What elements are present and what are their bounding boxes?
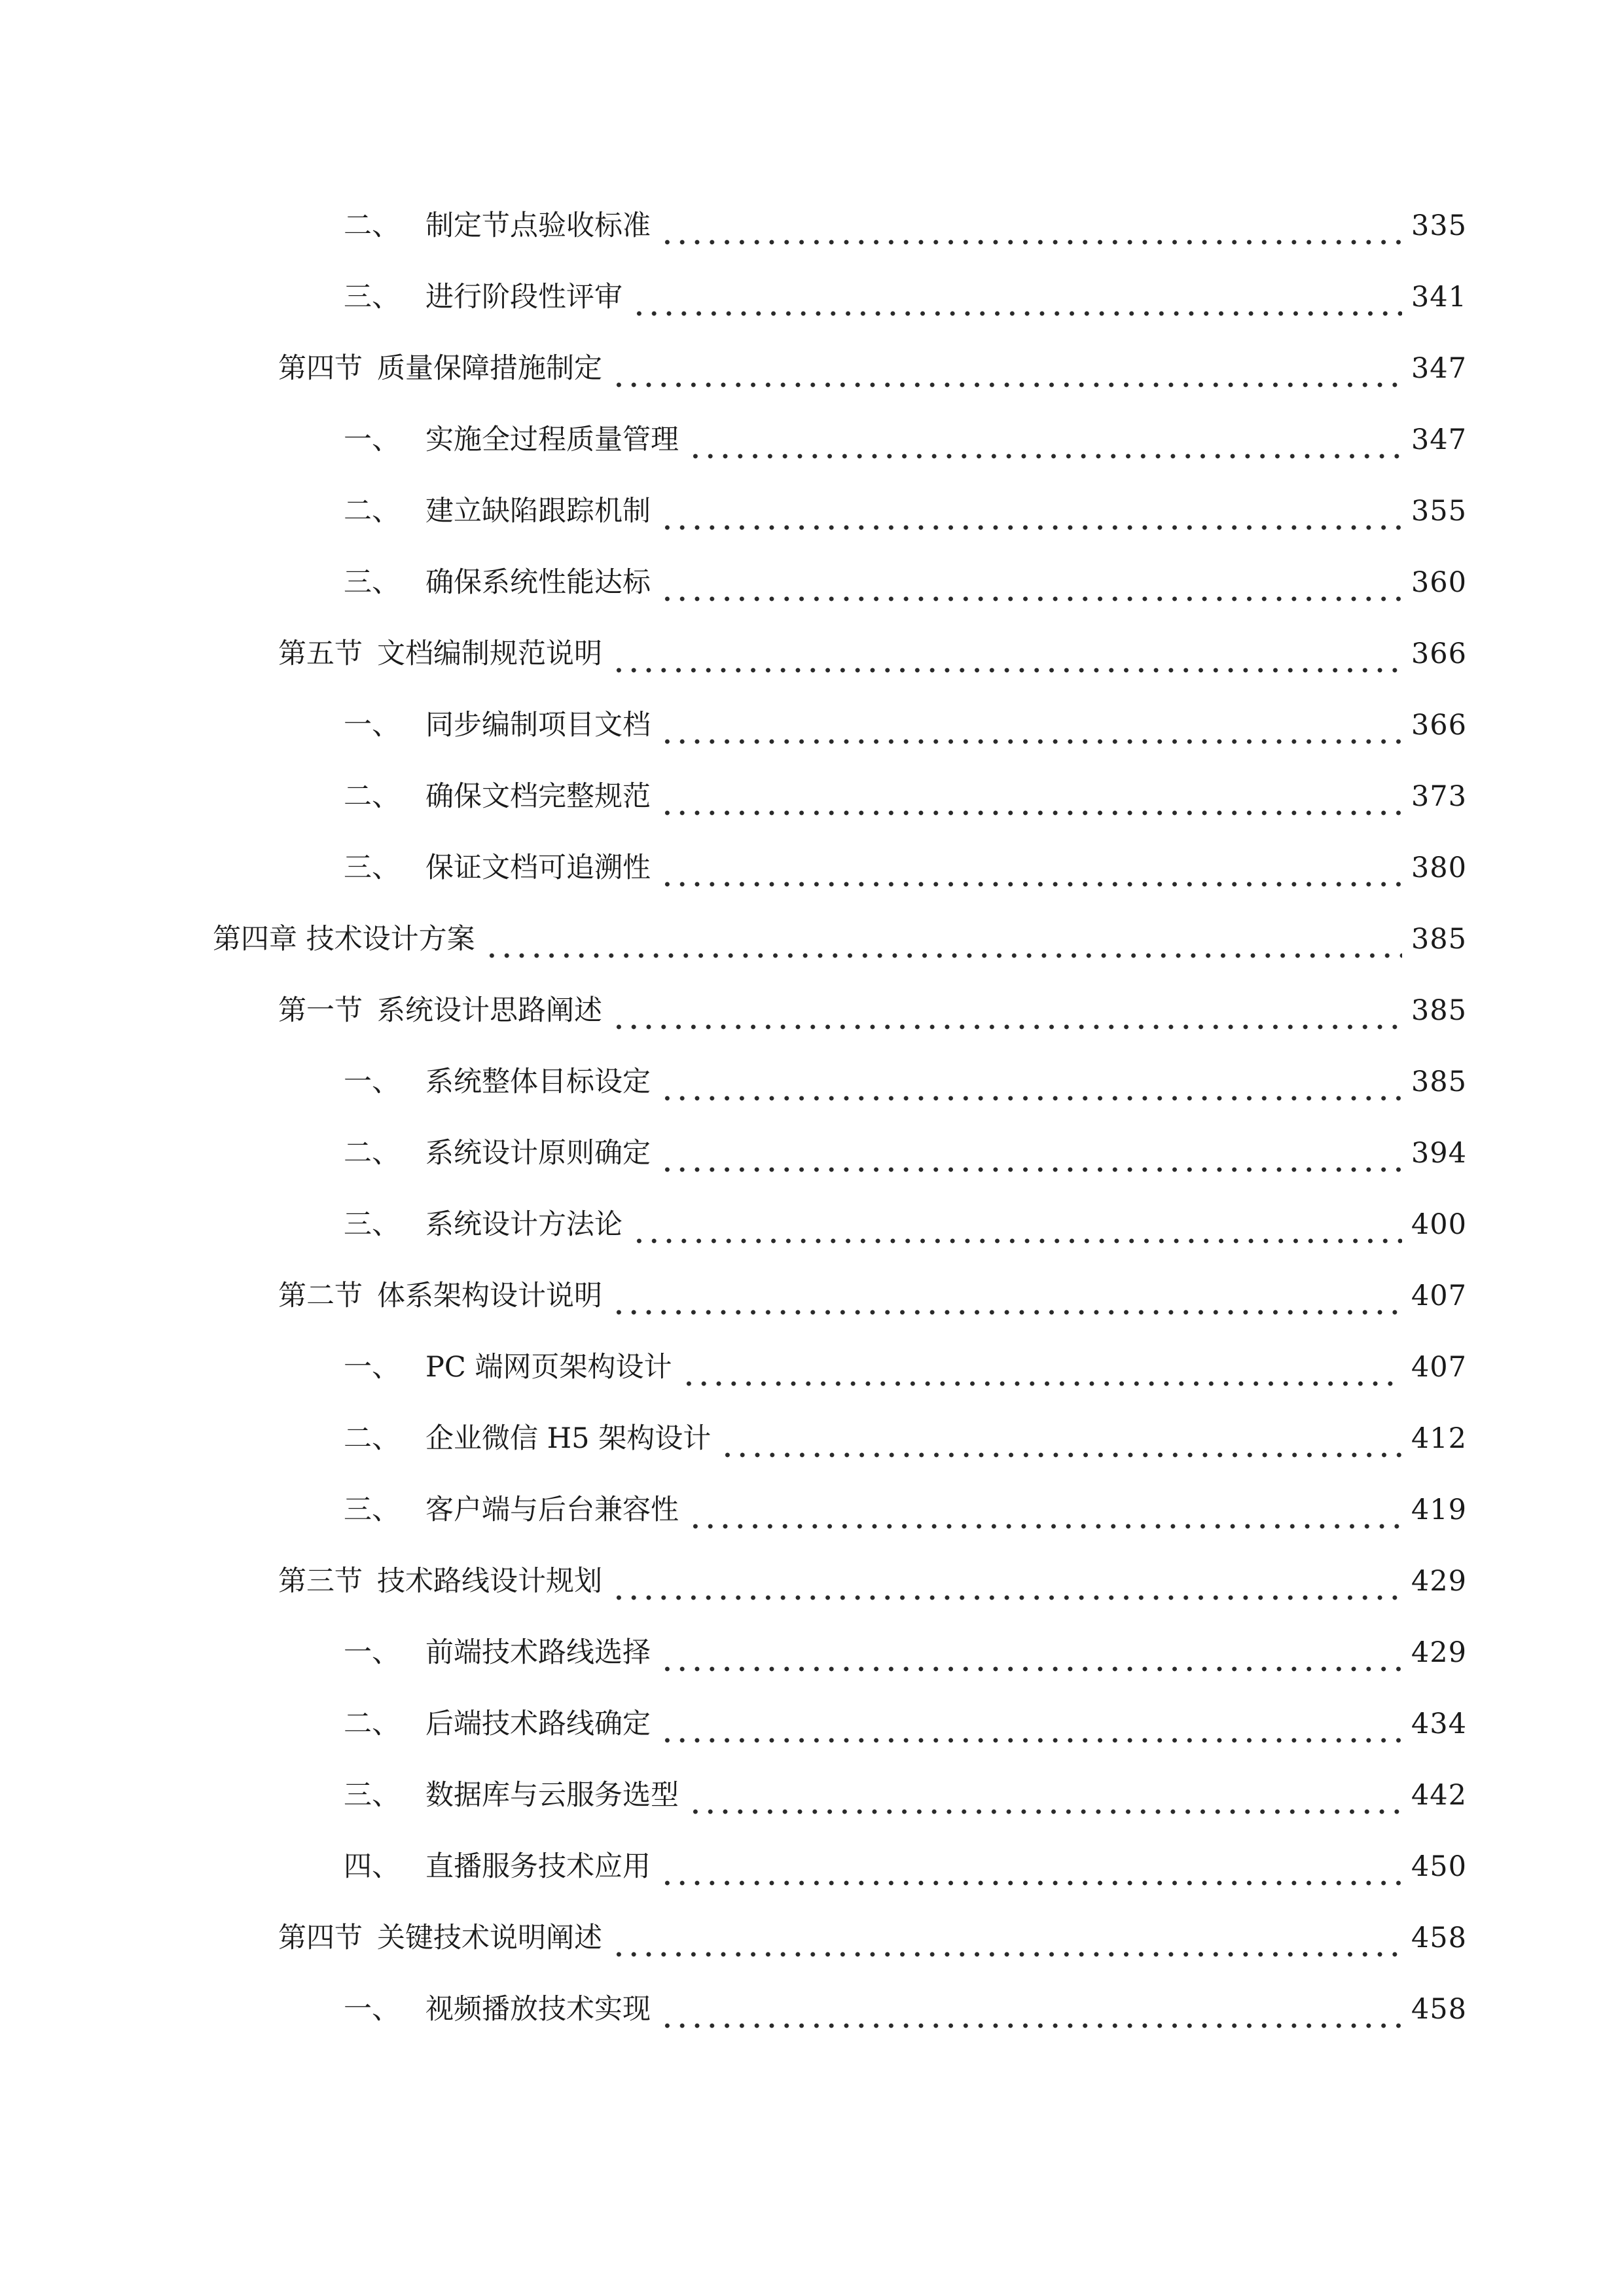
dot-leader xyxy=(660,716,1402,745)
toc-entry[interactable] xyxy=(344,764,1467,816)
toc-entry-number: 二、 xyxy=(344,1137,400,1170)
toc-entry-title: 直播服务技术应用 xyxy=(425,1850,651,1883)
toc-entry-page-number: 373 xyxy=(1411,780,1467,813)
toc-entry-number: 三、 xyxy=(344,281,400,314)
toc-entry-title: 同步编制项目文档 xyxy=(425,709,651,742)
toc-entry-page-number: 419 xyxy=(1411,1494,1467,1526)
toc-entry[interactable] xyxy=(344,264,1467,317)
toc-entry[interactable] xyxy=(344,1121,1467,1173)
toc-entry[interactable] xyxy=(344,1192,1467,1244)
toc-entry-title: PC 端网页架构设计 xyxy=(425,1351,672,1384)
toc-entry-page-number: 385 xyxy=(1411,994,1467,1027)
toc-entry-page-number: 434 xyxy=(1411,1708,1467,1740)
toc-entry-title: 进行阶段性评审 xyxy=(425,281,623,314)
toc-entry-page-number: 442 xyxy=(1411,1779,1467,1812)
toc-entry-title: 技术路线设计规划 xyxy=(377,1565,602,1598)
toc-entry-number: 三、 xyxy=(344,1208,400,1241)
toc-entry[interactable] xyxy=(344,1763,1467,1815)
toc-entry-number: 二、 xyxy=(344,1422,400,1455)
toc-entry-number: 一、 xyxy=(344,423,400,456)
dot-leader xyxy=(611,1001,1402,1030)
toc-entry[interactable] xyxy=(344,478,1467,531)
toc-entry-page-number: 355 xyxy=(1411,495,1467,528)
toc-entry[interactable] xyxy=(344,1406,1467,1458)
toc-entry-page-number: 429 xyxy=(1411,1565,1467,1598)
toc-entry-title: 建立缺陷跟踪机制 xyxy=(425,495,651,528)
dot-leader xyxy=(660,573,1402,602)
dot-leader xyxy=(632,1215,1402,1244)
toc-entry-number: 三、 xyxy=(344,566,400,599)
toc-entry[interactable] xyxy=(278,978,1467,1030)
toc-entry-number: 第四节 xyxy=(278,352,363,385)
toc-entry[interactable] xyxy=(344,835,1467,888)
toc-entry-title: 企业微信 H5 架构设计 xyxy=(425,1422,712,1455)
toc-entry[interactable] xyxy=(344,407,1467,459)
toc-entry[interactable] xyxy=(344,193,1467,245)
toc-entry-title: 系统设计原则确定 xyxy=(425,1137,651,1170)
toc-entry-title: 确保系统性能达标 xyxy=(425,566,651,599)
toc-entry-number: 二、 xyxy=(344,495,400,528)
dot-leader xyxy=(632,288,1402,317)
toc-entry-page-number: 394 xyxy=(1411,1137,1467,1170)
toc-entry[interactable] xyxy=(344,1335,1467,1387)
toc-entry-title: 视频播放技术实现 xyxy=(425,1993,651,2026)
toc-entry-number: 第四节 xyxy=(278,1922,363,1954)
toc-entry-title: 第四章 技术设计方案 xyxy=(213,923,475,956)
toc-entry[interactable] xyxy=(344,550,1467,602)
toc-entry-number: 二、 xyxy=(344,209,400,242)
dot-leader xyxy=(660,1643,1402,1672)
toc-entry-page-number: 407 xyxy=(1411,1280,1467,1312)
toc-entry-number: 第二节 xyxy=(278,1280,363,1312)
toc-entry-title: 确保文档完整规范 xyxy=(425,780,651,813)
toc-entry[interactable] xyxy=(278,336,1467,388)
toc-entry-page-number: 429 xyxy=(1411,1636,1467,1669)
toc-entry-page-number: 335 xyxy=(1411,209,1467,242)
toc-entry-number: 一、 xyxy=(344,1351,400,1384)
toc-entry-page-number: 366 xyxy=(1411,709,1467,742)
toc-entry-title: 保证文档可追溯性 xyxy=(425,852,651,884)
toc-entry[interactable] xyxy=(278,1905,1467,1958)
toc-entry-number: 第五节 xyxy=(278,637,363,670)
dot-leader xyxy=(688,1501,1402,1530)
toc-entry-title: 体系架构设计说明 xyxy=(377,1280,602,1312)
toc-entry[interactable] xyxy=(344,1691,1467,1744)
toc-entry[interactable] xyxy=(278,621,1467,673)
toc-entry-page-number: 412 xyxy=(1411,1422,1467,1455)
toc-entry-title: 前端技术路线选择 xyxy=(425,1636,651,1669)
toc-entry-title: 制定节点验收标准 xyxy=(425,209,651,242)
toc-entry-page-number: 347 xyxy=(1411,352,1467,385)
toc-entry[interactable] xyxy=(344,1977,1467,2029)
toc-entry-number: 一、 xyxy=(344,1993,400,2026)
toc-chapter-entry[interactable] xyxy=(213,906,1467,959)
toc-entry-title: 实施全过程质量管理 xyxy=(425,423,679,456)
toc-entry-number: 一、 xyxy=(344,709,400,742)
toc-entry-number: 第一节 xyxy=(278,994,363,1027)
toc-entry-title: 数据库与云服务选型 xyxy=(425,1779,679,1812)
dot-leader xyxy=(660,502,1402,531)
dot-leader xyxy=(611,1929,1402,1958)
toc-entry[interactable] xyxy=(344,1834,1467,1886)
toc-entry-title: 文档编制规范说明 xyxy=(377,637,602,670)
toc-entry-number: 二、 xyxy=(344,780,400,813)
toc-entry-page-number: 407 xyxy=(1411,1351,1467,1384)
toc-entry-number: 一、 xyxy=(344,1636,400,1669)
toc-entry-page-number: 360 xyxy=(1411,566,1467,599)
toc-entry-title: 质量保障措施制定 xyxy=(377,352,602,385)
dot-leader xyxy=(660,1857,1402,1886)
dot-leader xyxy=(660,217,1402,245)
toc-entry-title: 后端技术路线确定 xyxy=(425,1708,651,1740)
toc-entry-number: 三、 xyxy=(344,1779,400,1812)
toc-entry-page-number: 380 xyxy=(1411,852,1467,884)
toc-entry[interactable] xyxy=(344,1049,1467,1102)
dot-leader xyxy=(660,787,1402,816)
toc-entry-title: 系统整体目标设定 xyxy=(425,1066,651,1098)
dot-leader xyxy=(611,1287,1402,1316)
toc-entry-page-number: 385 xyxy=(1411,923,1467,956)
toc-entry-page-number: 458 xyxy=(1411,1922,1467,1954)
toc-entry-number: 第三节 xyxy=(278,1565,363,1598)
toc-entry-page-number: 400 xyxy=(1411,1208,1467,1241)
dot-leader xyxy=(660,1073,1402,1102)
toc-entry[interactable] xyxy=(278,1263,1467,1316)
toc-entry-title: 系统设计思路阐述 xyxy=(377,994,602,1027)
toc-entry-page-number: 341 xyxy=(1411,281,1467,314)
dot-leader xyxy=(611,645,1402,673)
toc-entry-page-number: 458 xyxy=(1411,1993,1467,2026)
toc-entry-page-number: 347 xyxy=(1411,423,1467,456)
toc-entry-number: 三、 xyxy=(344,1494,400,1526)
toc-entry[interactable] xyxy=(344,1477,1467,1530)
dot-leader xyxy=(720,1429,1402,1458)
toc-entry-title: 系统设计方法论 xyxy=(425,1208,623,1241)
dot-leader xyxy=(660,1715,1402,1744)
toc-entry-number: 一、 xyxy=(344,1066,400,1098)
toc-entry-number: 四、 xyxy=(344,1850,400,1883)
dot-leader xyxy=(688,1786,1402,1815)
toc-entry-title: 关键技术说明阐述 xyxy=(377,1922,602,1954)
toc-entry-title: 客户端与后台兼容性 xyxy=(425,1494,679,1526)
dot-leader xyxy=(681,1358,1402,1387)
dot-leader xyxy=(660,2000,1402,2029)
dot-leader xyxy=(660,1144,1402,1173)
toc-entry[interactable] xyxy=(278,1549,1467,1601)
toc-entry[interactable] xyxy=(344,1620,1467,1672)
dot-leader xyxy=(688,431,1402,459)
dot-leader xyxy=(484,930,1402,959)
toc-entry-page-number: 450 xyxy=(1411,1850,1467,1883)
toc-entry-number: 二、 xyxy=(344,1708,400,1740)
toc-entry-number: 三、 xyxy=(344,852,400,884)
dot-leader xyxy=(611,359,1402,388)
dot-leader xyxy=(611,1572,1402,1601)
dot-leader xyxy=(660,859,1402,888)
toc-entry-page-number: 385 xyxy=(1411,1066,1467,1098)
toc-entry[interactable] xyxy=(344,692,1467,745)
toc-entry-page-number: 366 xyxy=(1411,637,1467,670)
